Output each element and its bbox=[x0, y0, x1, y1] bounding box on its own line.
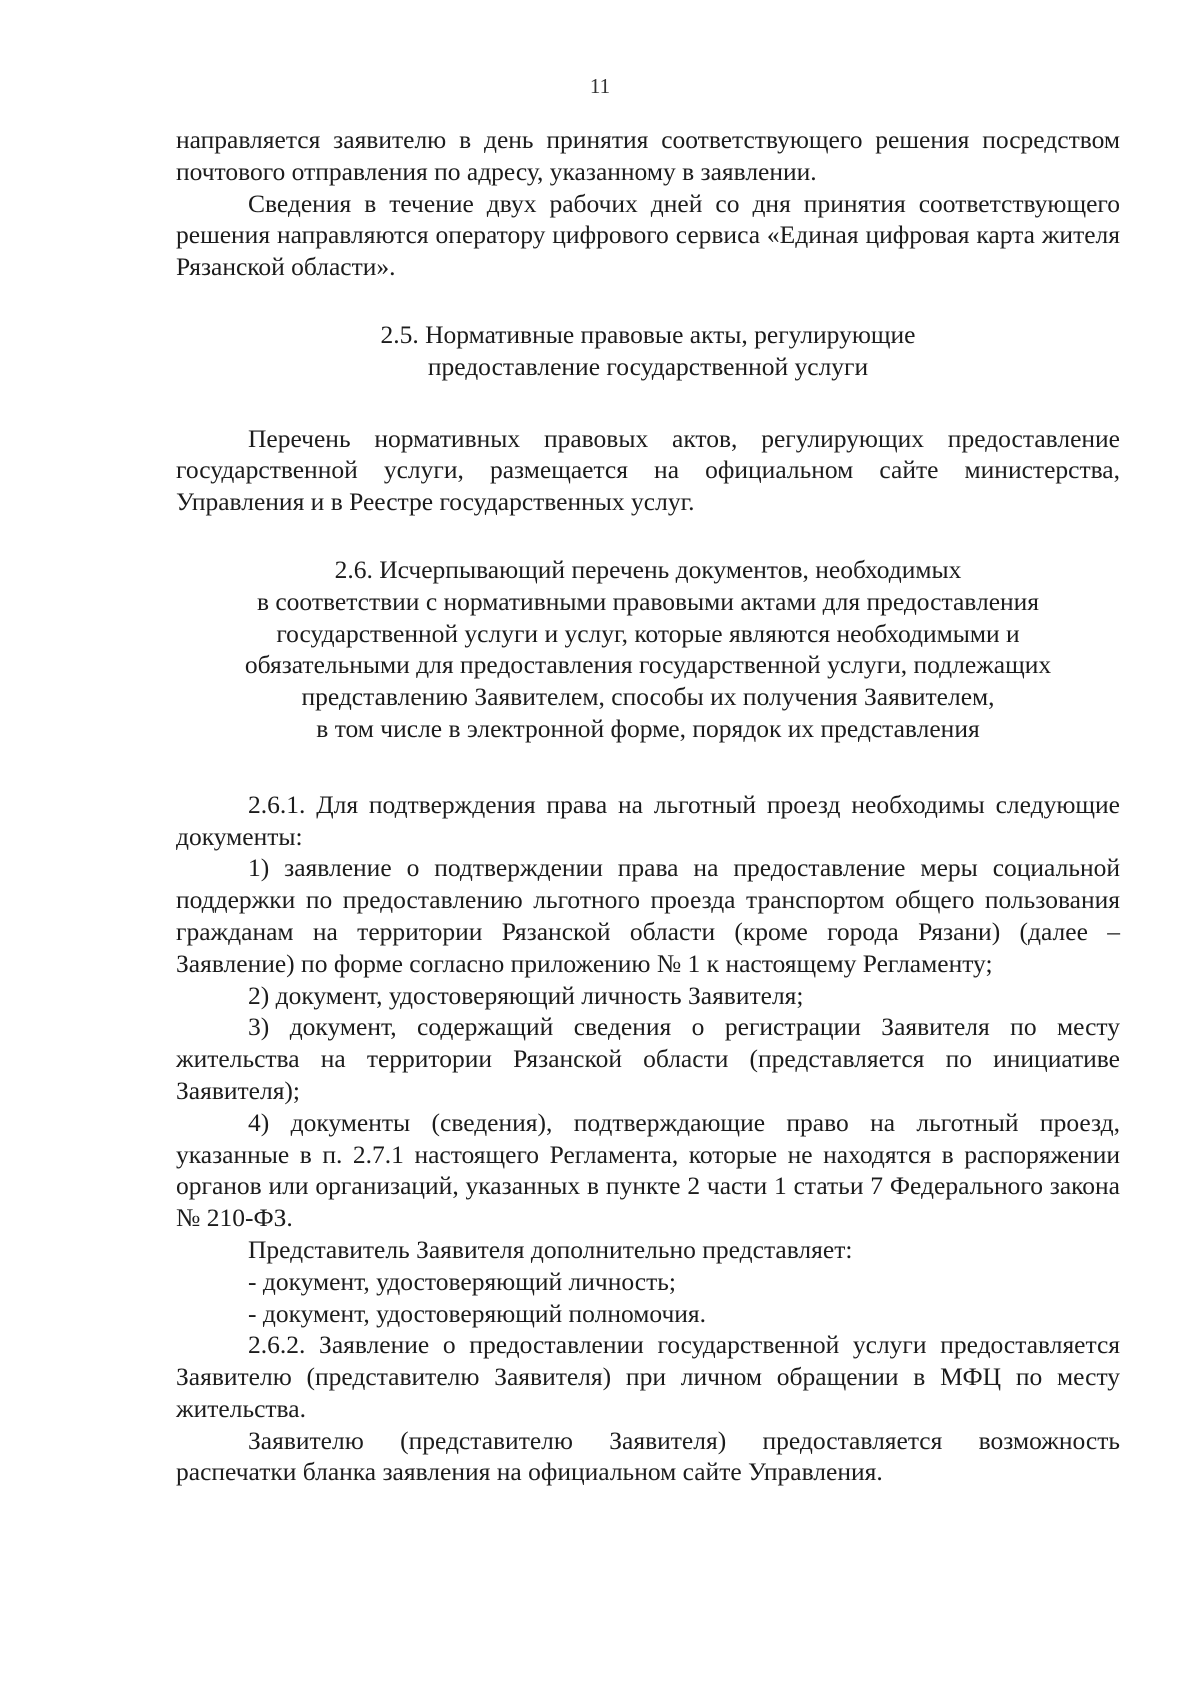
paragraph-2-5-list: Перечень нормативных правовых актов, регулирующих предоставление государственной услуги, размещается на официальном сайте министерства, Управления и в Реестре государственных услуг. bbox=[176, 423, 1120, 517]
heading-line: обязательными для предоставления государственной услуги, подлежащих bbox=[244, 650, 1052, 680]
representative-item-2: - документ, удостоверяющий полномочия. bbox=[248, 1298, 707, 1328]
heading-line: в соответствии с нормативными правовыми актами для предоставления bbox=[256, 586, 1040, 616]
heading-line: предоставление государственной услуги bbox=[427, 351, 869, 381]
paragraph-2-6-1: 2.6.1. Для подтверждения права на льготный проезд необходимы следующие документы: bbox=[176, 789, 1120, 851]
paragraph-intro-continuation: направляется заявителю в день принятия соответствующего решения посредством почтового отправления по адресу, указанному в заявлении. bbox=[176, 125, 1120, 186]
paragraph-representative-intro: Представитель Заявителя дополнительно представляет: bbox=[248, 1234, 853, 1264]
heading-line: 2.5. Нормативные правовые акты, регулирующие bbox=[380, 319, 916, 349]
page-number: 11 bbox=[589, 74, 611, 98]
section-heading-2-6 bbox=[176, 554, 1120, 745]
list-item-2: 2) документ, удостоверяющий личность Заявителя; bbox=[248, 980, 804, 1010]
paragraph-2-6-2: 2.6.2. Заявление о предоставлении государственной услуги предоставляется Заявителю (представителю Заявителя) при личном обращении в МФЦ по месту жительства. bbox=[176, 1330, 1120, 1423]
heading-line: в том числе в электронной форме, порядок их представления bbox=[316, 713, 980, 743]
representative-item-1: - документ, удостоверяющий личность; bbox=[248, 1266, 676, 1296]
paragraph-intro-information: Сведения в течение двух рабочих дней со дня принятия соответствующего решения направляются оператору цифрового сервиса «Единая цифровая карта жителя Рязанской области». bbox=[176, 188, 1120, 282]
section-heading-2-5 bbox=[176, 319, 1120, 383]
document-body bbox=[176, 124, 1120, 1488]
heading-line: 2.6. Исчерпывающий перечень документов, необходимых bbox=[334, 554, 962, 584]
list-item-4: 4) документы (сведения), подтверждающие право на льготный проезд, указанные в п. 2.7.1 настоящего Регламента, которые не находятся в распоряжении органов или организаций, указанных в пункте 2 части 1 статьи 7 Федерального закона № 210-ФЗ. bbox=[176, 1107, 1120, 1233]
list-item-1: 1) заявление о подтверждении права на предоставление меры социальной поддержки по предоставлению льготного проезда транспортом общего пользования гражданам на территории Рязанской области (кроме города Рязани) (далее – Заявление) по форме согласно приложению № 1 к настоящему Регламенту; bbox=[176, 853, 1120, 978]
list-item-3: 3) документ, содержащий сведения о регистрации Заявителя по месту жительства на территории Рязанской области (представляется по инициативе Заявителя); bbox=[176, 1012, 1120, 1105]
heading-line: представлению Заявителем, способы их получения Заявителем, bbox=[301, 682, 995, 712]
paragraph-blank-printing: Заявителю (представителю Заявителя) предоставляется возможность распечатки бланка заявления на официальном сайте Управления. bbox=[176, 1425, 1120, 1487]
heading-line: государственной услуги и услуг, которые являются необходимыми и bbox=[276, 618, 1020, 648]
